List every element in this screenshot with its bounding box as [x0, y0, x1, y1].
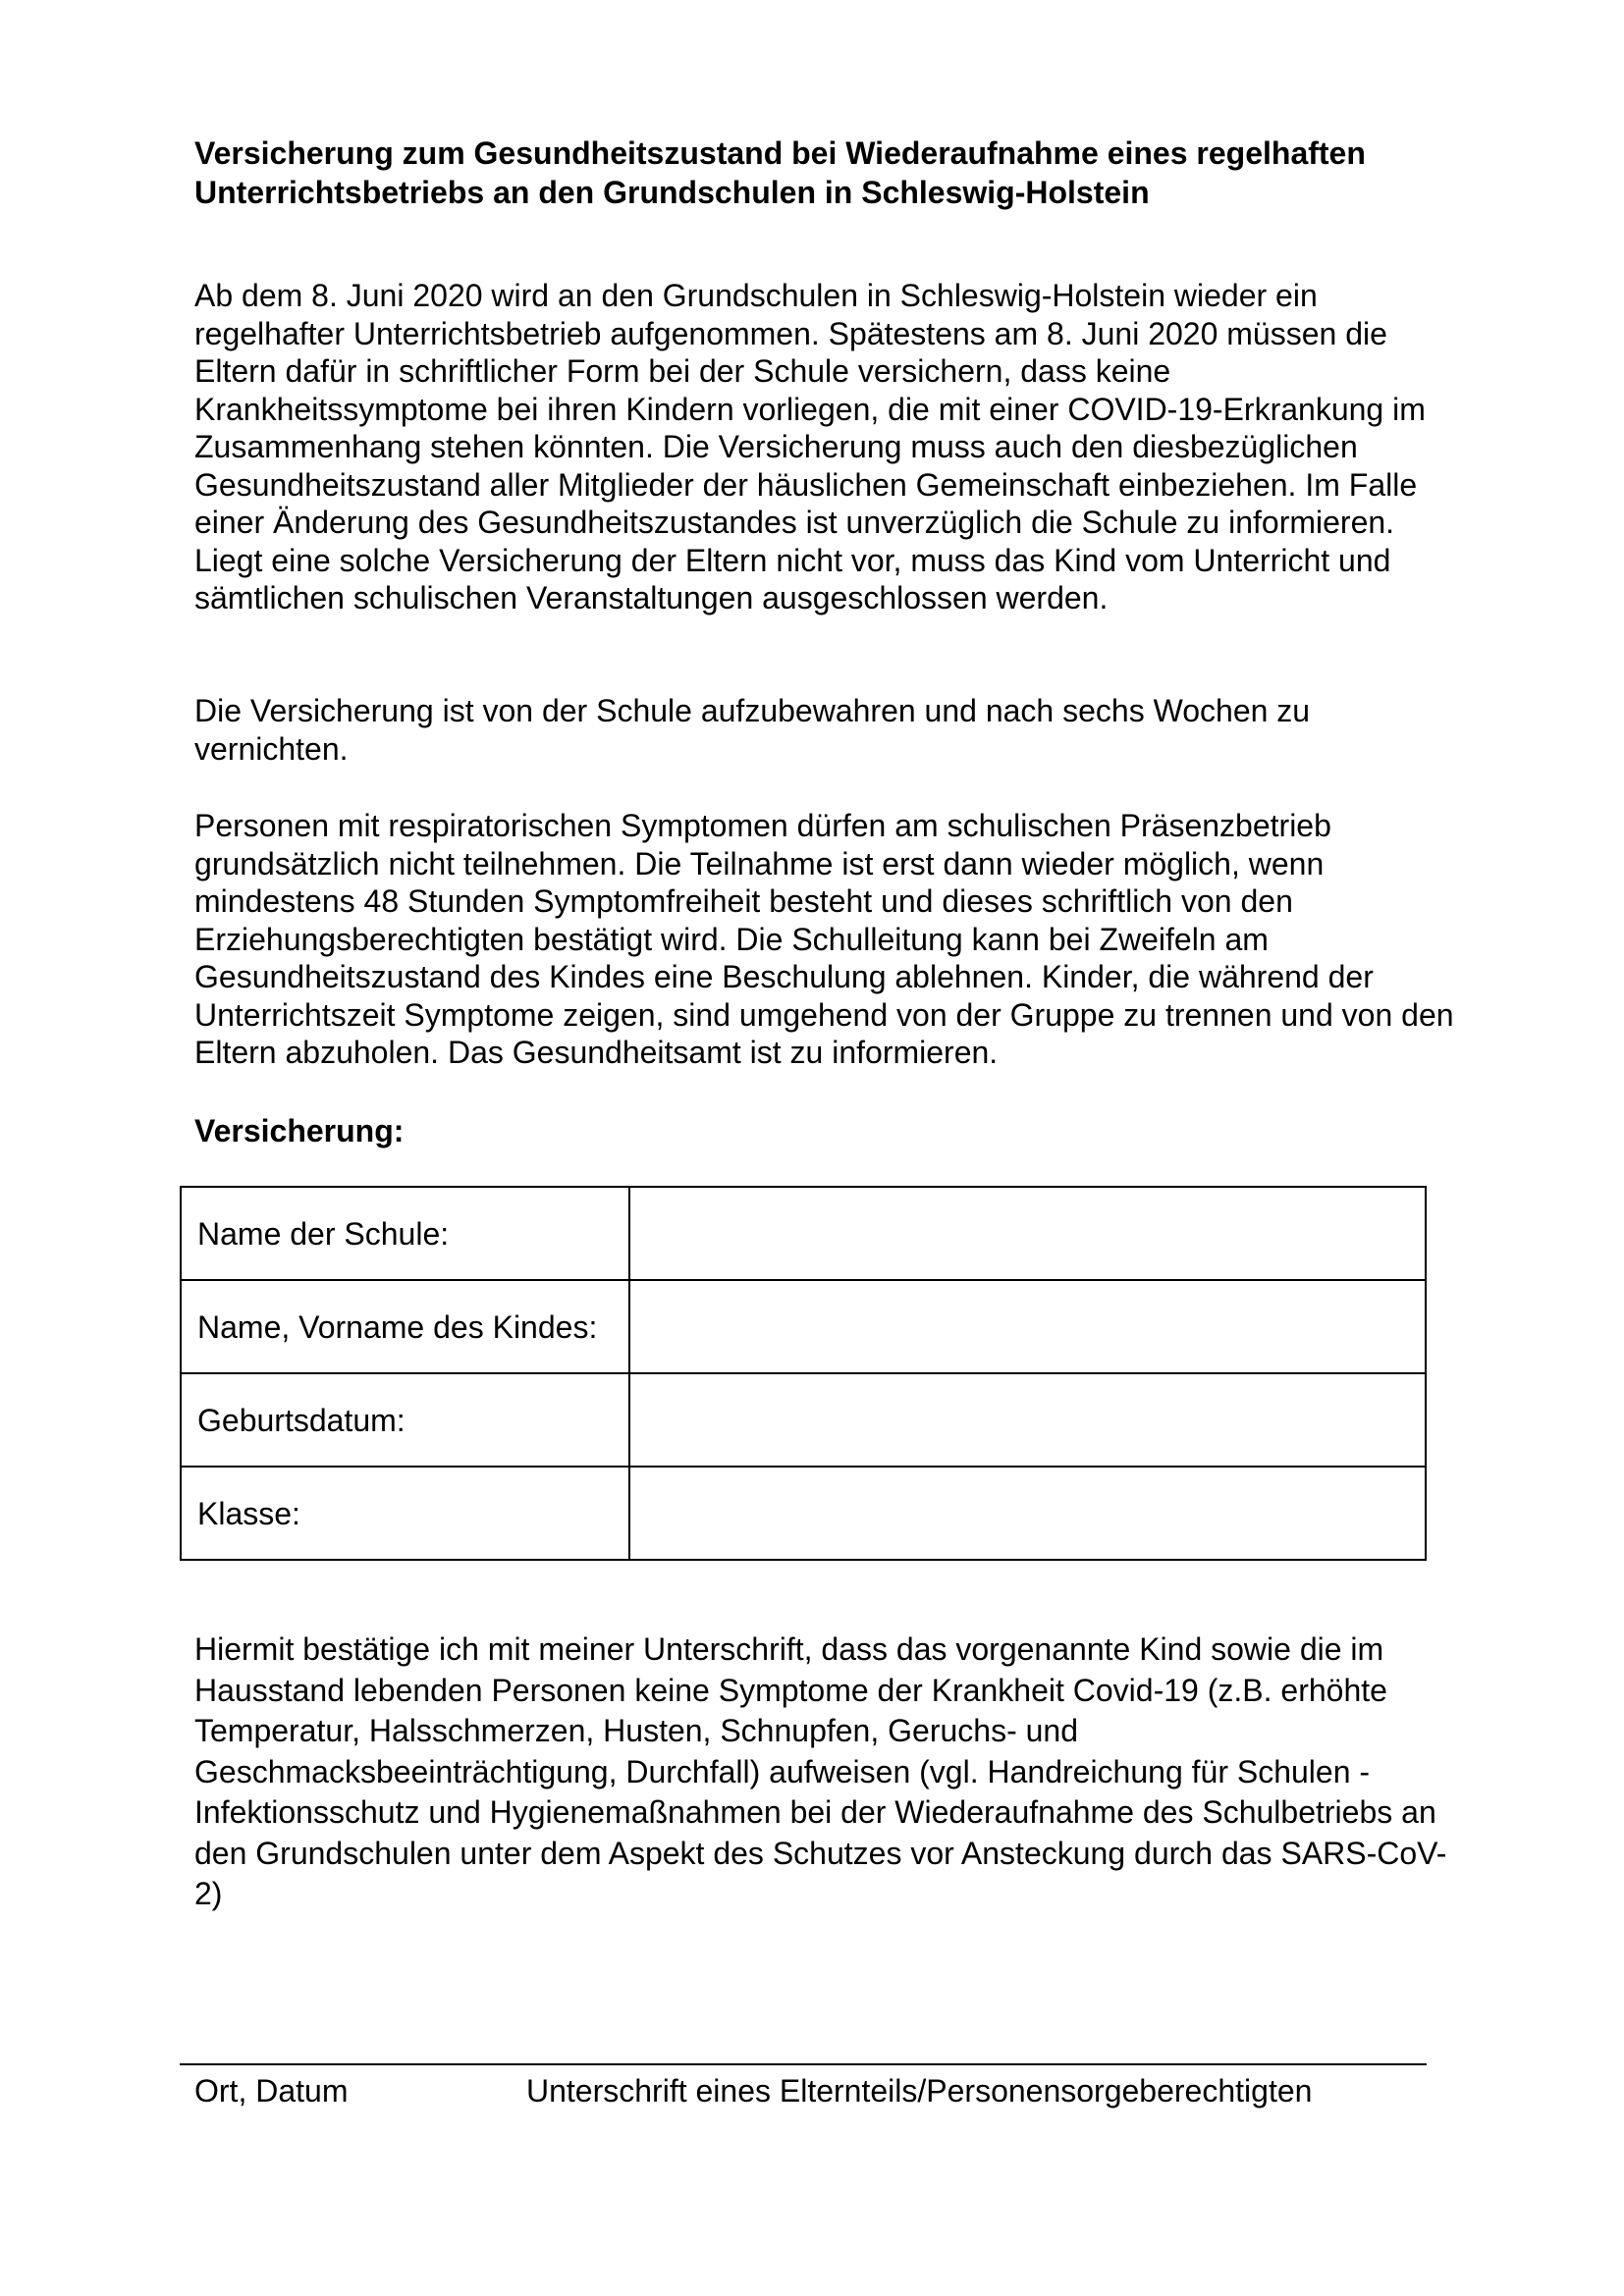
document-title: Versicherung zum Gesundheitszustand bei Wiederaufnahme eines regelhaften Unterrichtsbetriebs an den Grundschulen in Schleswig-Holstein: [194, 135, 1366, 210]
intro-paragraph: Ab dem 8. Juni 2020 wird an den Grundschulen in Schleswig-Holstein wieder ein regelhafter Unterrichtsbetrieb aufgenommen. Spätestens am 8. Juni 2020 müssen die Eltern dafür in schriftlicher Form bei der Schule versichern, dass keine Krankheitssymptome bei ihren Kindern vorliegen, die mit einer COVID-19-Erkrankung im Zusammenhang stehen könnten. Die Versicherung muss auch den diesbezüglichen Gesundheitszustand aller Mitglieder der häuslichen Gemeinschaft einbeziehen. Im Falle einer Änderung des Gesundheitszustandes ist unverzüglich die Schule zu informieren. Liegt eine solche Versicherung der Eltern nicht vor, muss das Kind vom Unterricht und sämtlichen schulischen Veranstaltungen ausgeschlossen werden.: [194, 278, 1426, 615]
place-date-label: Ort, Datum: [194, 2073, 349, 2109]
symptoms-paragraph: Personen mit respiratorischen Symptomen dürfen am schulischen Präsenzbetrieb grundsätzlich nicht teilnehmen. Die Teilnahme ist erst dann wieder möglich, wenn mindestens 48 Stunden Symptomfreiheit besteht und dieses schriftlich von den Erziehungsberechtigten bestätigt wird. Die Schulleitung kann bei Zweifeln am Gesundheitszustand des Kindes eine Beschulung ablehnen. Kinder, die während der Unterrichtszeit Symptome zeigen, sind umgehend von der Gruppe zu trennen und von den Eltern abzuholen. Das Gesundheitsamt ist zu informieren.: [194, 808, 1454, 1070]
form-label-class: Klasse:: [181, 1467, 629, 1560]
birthdate-field[interactable]: [629, 1373, 1426, 1467]
form-label-school: Name der Schule:: [181, 1187, 629, 1280]
storage-paragraph: Die Versicherung ist von der Schule aufzubewahren und nach sechs Wochen zu vernichten.: [194, 693, 1311, 767]
child-name-field[interactable]: [629, 1280, 1426, 1373]
school-name-field[interactable]: [629, 1187, 1426, 1280]
section-heading: Versicherung:: [194, 1113, 405, 1148]
declaration-form-table: [180, 1186, 1427, 1561]
form-row-child-name: [181, 1280, 1426, 1373]
confirmation-paragraph: Hiermit bestätige ich mit meiner Unterschrift, dass das vorgenannte Kind sowie die im Hausstand lebenden Personen keine Symptome der Krankheit Covid-19 (z.B. erhöhte Temperatur, Halsschmerzen, Husten, Schnupfen, Geruchs- und Geschmacksbeeinträchtigung, Durchfall) aufweisen (vgl. Handreichung für Schulen - Infektionsschutz und Hygienemaßnahmen bei der Wiederaufnahme des Schulbetriebs an den Grundschulen unter dem Aspekt des Schutzes vor Ansteckung durch das SARS-CoV-2): [194, 1631, 1447, 1911]
form-label-birthdate: Geburtsdatum:: [181, 1373, 629, 1467]
form-row-school: [181, 1187, 1426, 1280]
form-row-class: [181, 1467, 1426, 1560]
form-row-birthdate: [181, 1373, 1426, 1467]
signature-label: Unterschrift eines Elternteils/Personensorgeberechtigten: [526, 2073, 1313, 2109]
form-label-child-name: Name, Vorname des Kindes:: [181, 1280, 629, 1373]
signature-line[interactable]: [180, 2063, 1427, 2065]
class-field[interactable]: [629, 1467, 1426, 1560]
